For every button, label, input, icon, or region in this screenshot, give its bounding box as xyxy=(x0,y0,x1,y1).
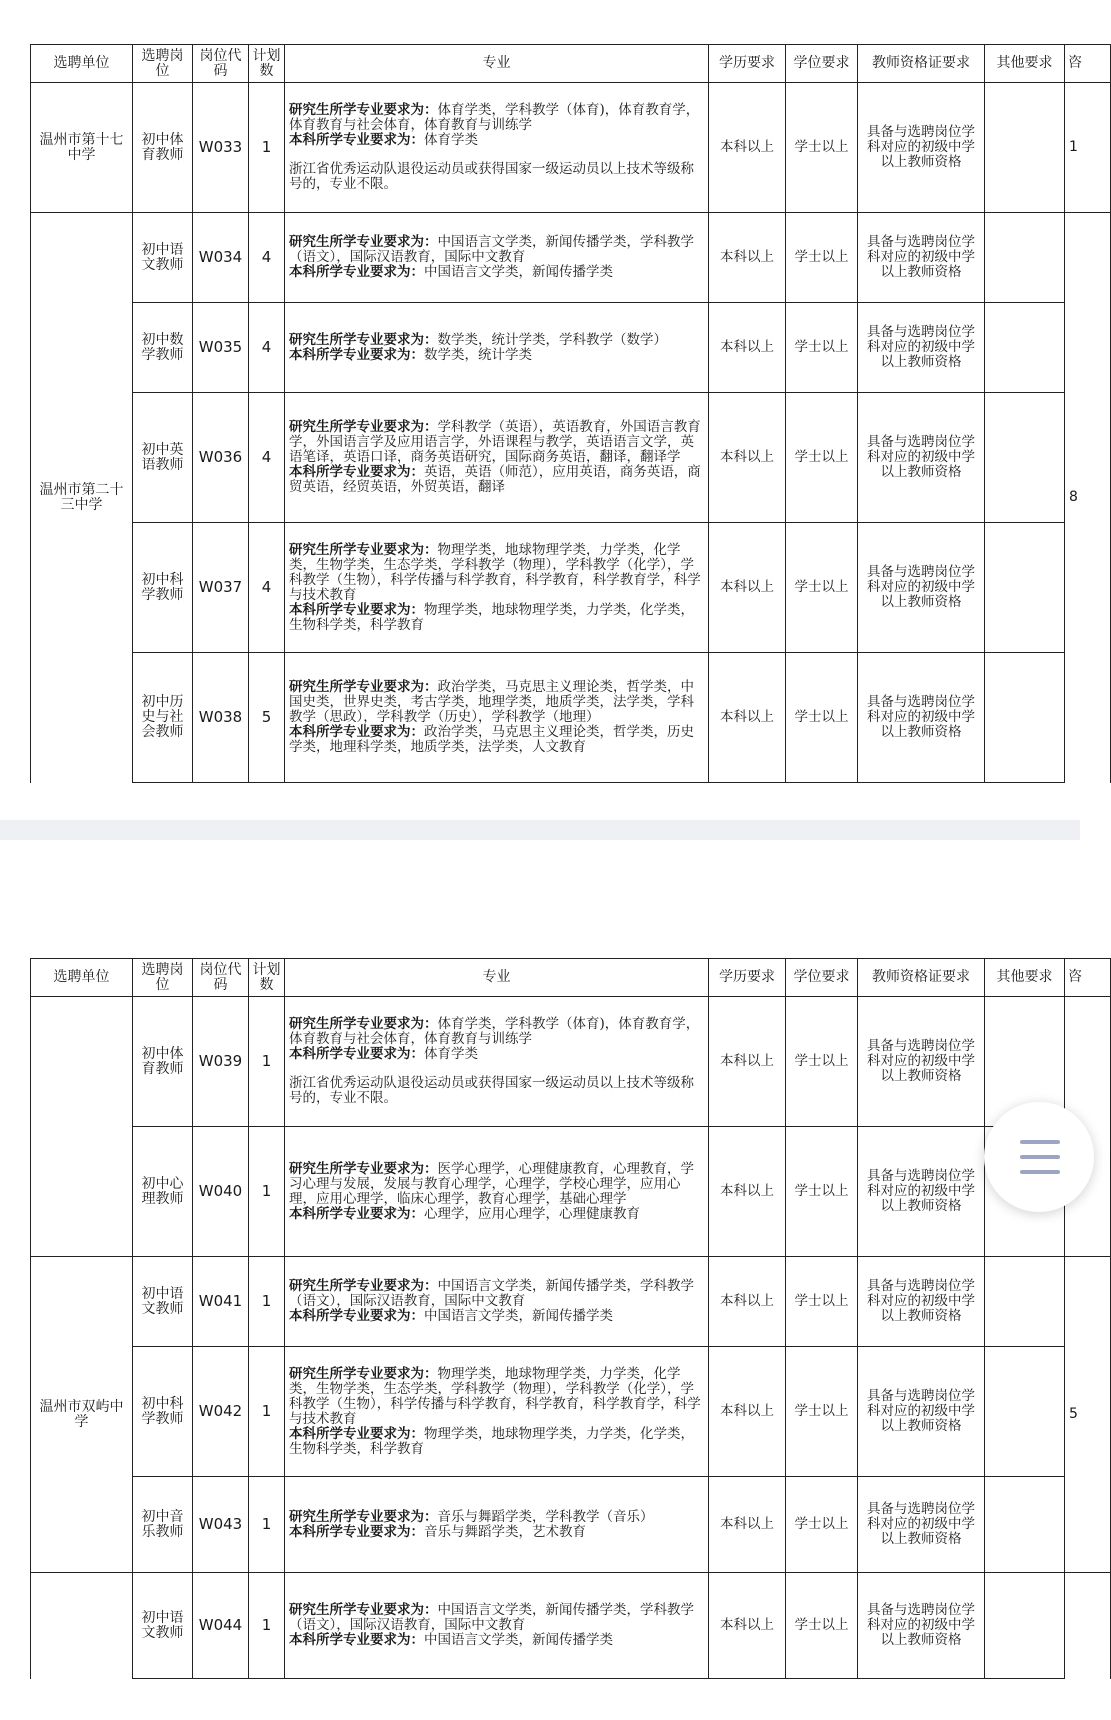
table-row xyxy=(31,83,1111,213)
under-label: 本科所学专业要求为： xyxy=(289,264,424,280)
major-cell xyxy=(285,997,709,1127)
under-majors: 英语，英语（师范），应用英语，商务英语，商贸英语，经贸英语，外贸英语，翻译 xyxy=(289,464,701,495)
under-label: 本科所学专业要求为： xyxy=(289,464,424,480)
education-cell: 本科以上 xyxy=(709,1477,786,1573)
cert-cell: 具备与选聘岗位学科对应的初级中学以上教师资格 xyxy=(858,1477,985,1573)
grad-label: 研究生所学专业要求为： xyxy=(289,1508,438,1525)
under-label: 本科所学专业要求为： xyxy=(289,1523,424,1540)
cert-cell: 具备与选聘岗位学科对应的初级中学以上教师资格 xyxy=(858,393,985,523)
grad-label: 研究生所学专业要求为： xyxy=(289,1160,438,1177)
plan-cell: 1 xyxy=(249,997,285,1127)
code-cell: W039 xyxy=(193,997,249,1127)
under-label: 本科所学专业要求为： xyxy=(289,1046,424,1062)
major-cell xyxy=(285,303,709,393)
document-page-2 xyxy=(0,840,1080,1720)
grad-label: 研究生所学专业要求为： xyxy=(289,1365,438,1382)
major-cell xyxy=(285,523,709,653)
under-majors: 物理学类，地球物理学类，力学类，化学类，生物科学类，科学教育 xyxy=(289,601,694,633)
header-post: 选聘岗位 xyxy=(133,45,193,83)
major-cell xyxy=(285,1127,709,1257)
grad-majors: 政治学类，马克思主义理论类，哲学类，中国史类，世界史类，考古学类，地理学类，地质学类，法学类，学科教学（思政），学科教学（历史），学科教学（地理） xyxy=(289,679,694,725)
hamburger-menu-icon xyxy=(1020,1140,1060,1174)
grad-majors: 数学类，统计学类，学科教学（数学） xyxy=(437,331,667,348)
degree-cell: 学士以上 xyxy=(786,83,858,213)
header-education: 学历要求 xyxy=(709,45,786,83)
header-last: 咨 xyxy=(1065,959,1111,997)
under-majors: 体育学类 xyxy=(424,1046,478,1062)
plan-cell: 1 xyxy=(249,83,285,213)
code-cell: W040 xyxy=(193,1127,249,1257)
education-cell: 本科以上 xyxy=(709,83,786,213)
cert-cell: 具备与选聘岗位学科对应的初级中学以上教师资格 xyxy=(858,997,985,1127)
cert-cell: 具备与选聘岗位学科对应的初级中学以上教师资格 xyxy=(858,303,985,393)
grad-majors: 学科教学（英语），英语教育，外国语言教育学，外国语言学及应用语言学，外语课程与教学，英语语言文学，英语笔译，英语口译，商务英语研究，国际商务英语，翻译，翻译学 xyxy=(289,419,701,465)
recruitment-table-2 xyxy=(30,958,1111,1679)
major-cell xyxy=(285,1257,709,1347)
under-label: 本科所学专业要求为： xyxy=(289,724,424,740)
unit-cell: 温州市第十七中学 xyxy=(31,83,133,213)
header-degree: 学位要求 xyxy=(786,45,858,83)
plan-cell: 4 xyxy=(249,213,285,303)
header-post: 选聘岗位 xyxy=(133,959,193,997)
cert-cell: 具备与选聘岗位学科对应的初级中学以上教师资格 xyxy=(858,653,985,783)
code-cell: W037 xyxy=(193,523,249,653)
athlete-note: 浙江省优秀运动队退役运动员或获得国家一级运动员以上技术等级称号的，专业不限。 xyxy=(289,161,694,192)
degree-cell: 学士以上 xyxy=(786,393,858,523)
degree-cell: 学士以上 xyxy=(786,1347,858,1477)
code-cell: W038 xyxy=(193,653,249,783)
floating-menu-button[interactable] xyxy=(984,1102,1094,1212)
contact-cell xyxy=(1065,1573,1111,1679)
header-education: 学历要求 xyxy=(709,959,786,997)
grad-majors: 音乐与舞蹈学类，学科教学（音乐） xyxy=(437,1508,654,1525)
post-cell: 初中体育教师 xyxy=(133,83,193,213)
header-cert: 教师资格证要求 xyxy=(858,959,985,997)
unit-cell: 温州市第二十三中学 xyxy=(31,213,133,783)
under-majors: 数学类，统计学类 xyxy=(424,346,532,363)
other-cell xyxy=(985,1573,1065,1679)
under-majors: 物理学类，地球物理学类，力学类，化学类，生物科学类，科学教育 xyxy=(289,1425,694,1457)
table-row xyxy=(31,1257,1111,1347)
code-cell: W042 xyxy=(193,1347,249,1477)
table-header-row xyxy=(31,45,1111,83)
table-row xyxy=(31,1127,1111,1257)
post-cell: 初中科学教师 xyxy=(133,1347,193,1477)
table-row xyxy=(31,653,1111,783)
education-cell: 本科以上 xyxy=(709,997,786,1127)
plan-cell: 1 xyxy=(249,1257,285,1347)
major-cell xyxy=(285,1347,709,1477)
degree-cell: 学士以上 xyxy=(786,303,858,393)
grad-majors: 中国语言文学类，新闻传播学类，学科教学（语文），国际汉语教育，国际中文教育 xyxy=(289,1278,694,1309)
page-separator xyxy=(0,820,1080,840)
document-page-1 xyxy=(0,0,1080,820)
education-cell: 本科以上 xyxy=(709,653,786,783)
plan-cell: 1 xyxy=(249,1573,285,1679)
post-cell: 初中历史与社会教师 xyxy=(133,653,193,783)
code-cell: W033 xyxy=(193,83,249,213)
code-cell: W044 xyxy=(193,1573,249,1679)
grad-label: 研究生所学专业要求为： xyxy=(289,234,438,250)
header-major: 专业 xyxy=(285,959,709,997)
major-cell xyxy=(285,653,709,783)
under-label: 本科所学专业要求为： xyxy=(289,1632,424,1648)
code-cell: W043 xyxy=(193,1477,249,1573)
post-cell: 初中语文教师 xyxy=(133,1257,193,1347)
unit-cell: 温州市双屿中学 xyxy=(31,1257,133,1573)
under-label: 本科所学专业要求为： xyxy=(289,601,424,618)
under-majors: 音乐与舞蹈学类，艺术教育 xyxy=(424,1523,586,1540)
header-cert: 教师资格证要求 xyxy=(858,45,985,83)
recruitment-table-1 xyxy=(30,44,1111,783)
table-row xyxy=(31,1477,1111,1573)
header-other: 其他要求 xyxy=(985,45,1065,83)
header-plan: 计划数 xyxy=(249,45,285,83)
education-cell: 本科以上 xyxy=(709,213,786,303)
grad-majors: 中国语言文学类，新闻传播学类，学科教学（语文），国际汉语教育，国际中文教育 xyxy=(289,234,694,265)
under-majors: 中国语言文学类，新闻传播学类 xyxy=(424,1308,613,1324)
post-cell: 初中英语教师 xyxy=(133,393,193,523)
cert-cell: 具备与选聘岗位学科对应的初级中学以上教师资格 xyxy=(858,1127,985,1257)
under-majors: 体育学类 xyxy=(424,132,478,148)
cert-cell: 具备与选聘岗位学科对应的初级中学以上教师资格 xyxy=(858,1573,985,1679)
cert-cell: 具备与选聘岗位学科对应的初级中学以上教师资格 xyxy=(858,523,985,653)
header-plan: 计划数 xyxy=(249,959,285,997)
header-other: 其他要求 xyxy=(985,959,1065,997)
unit-cell xyxy=(31,1573,133,1679)
post-cell: 初中科学教师 xyxy=(133,523,193,653)
education-cell: 本科以上 xyxy=(709,1257,786,1347)
post-cell: 初中数学教师 xyxy=(133,303,193,393)
under-label: 本科所学专业要求为： xyxy=(289,1205,424,1222)
post-cell: 初中体育教师 xyxy=(133,997,193,1127)
table-row xyxy=(31,213,1111,303)
other-cell xyxy=(985,1257,1065,1347)
degree-cell: 学士以上 xyxy=(786,1127,858,1257)
degree-cell: 学士以上 xyxy=(786,523,858,653)
under-majors: 心理学，应用心理学，心理健康教育 xyxy=(424,1205,640,1222)
code-cell: W036 xyxy=(193,393,249,523)
plan-cell: 1 xyxy=(249,1477,285,1573)
under-label: 本科所学专业要求为： xyxy=(289,1308,424,1324)
post-cell: 初中语文教师 xyxy=(133,213,193,303)
grad-majors: 医学心理学，心理健康教育，心理教育，学习心理与发展，发展与教育心理学，心理学，学校心理学，应用心理，应用心理学，临床心理学，教育心理学，基础心理学 xyxy=(289,1160,694,1207)
post-cell: 初中语文教师 xyxy=(133,1573,193,1679)
contact-cell: 8 xyxy=(1065,213,1111,783)
header-code: 岗位代码 xyxy=(193,959,249,997)
contact-cell: 5 xyxy=(1065,1257,1111,1573)
other-cell xyxy=(985,213,1065,303)
header-unit: 选聘单位 xyxy=(31,45,133,83)
other-cell xyxy=(985,1347,1065,1477)
education-cell: 本科以上 xyxy=(709,523,786,653)
under-majors: 中国语言文学类，新闻传播学类 xyxy=(424,1632,613,1648)
education-cell: 本科以上 xyxy=(709,303,786,393)
code-cell: W035 xyxy=(193,303,249,393)
education-cell: 本科以上 xyxy=(709,1127,786,1257)
code-cell: W041 xyxy=(193,1257,249,1347)
cert-cell: 具备与选聘岗位学科对应的初级中学以上教师资格 xyxy=(858,1257,985,1347)
grad-label: 研究生所学专业要求为： xyxy=(289,419,438,435)
other-cell xyxy=(985,1477,1065,1573)
degree-cell: 学士以上 xyxy=(786,997,858,1127)
degree-cell: 学士以上 xyxy=(786,213,858,303)
contact-cell: 1 xyxy=(1065,83,1111,213)
degree-cell: 学士以上 xyxy=(786,1257,858,1347)
grad-label: 研究生所学专业要求为： xyxy=(289,679,438,695)
grad-majors: 物理学类，地球物理学类，力学类，化学类，生物学类，生态学类，学科教学（物理），学科教学（化学），学科教学（生物），科学传播与科学教育，科学教育，科学教育学，科学与技术教育 xyxy=(289,541,701,603)
under-majors: 政治学类，马克思主义理论类，哲学类，历史学类，地理科学类，地质学类，法学类，人文教育 xyxy=(289,724,694,755)
under-majors: 中国语言文学类，新闻传播学类 xyxy=(424,264,613,280)
table-row xyxy=(31,523,1111,653)
cert-cell: 具备与选聘岗位学科对应的初级中学以上教师资格 xyxy=(858,213,985,303)
header-last: 咨 xyxy=(1065,45,1111,83)
plan-cell: 1 xyxy=(249,1127,285,1257)
degree-cell: 学士以上 xyxy=(786,653,858,783)
plan-cell: 5 xyxy=(249,653,285,783)
athlete-note: 浙江省优秀运动队退役运动员或获得国家一级运动员以上技术等级称号的，专业不限。 xyxy=(289,1075,694,1106)
table-header-row xyxy=(31,959,1111,997)
grad-label: 研究生所学专业要求为： xyxy=(289,1016,438,1032)
grad-majors: 体育学类，学科教学（体育)，体育教育学，体育教育与社会体育，体育教育与训练学 xyxy=(289,1016,700,1047)
header-unit: 选聘单位 xyxy=(31,959,133,997)
major-cell xyxy=(285,1573,709,1679)
table-row xyxy=(31,303,1111,393)
plan-cell: 4 xyxy=(249,303,285,393)
header-major: 专业 xyxy=(285,45,709,83)
header-code: 岗位代码 xyxy=(193,45,249,83)
other-cell xyxy=(985,653,1065,783)
cert-cell: 具备与选聘岗位学科对应的初级中学以上教师资格 xyxy=(858,83,985,213)
other-cell xyxy=(985,393,1065,523)
other-cell xyxy=(985,83,1065,213)
major-cell xyxy=(285,83,709,213)
degree-cell: 学士以上 xyxy=(786,1573,858,1679)
grad-label: 研究生所学专业要求为： xyxy=(289,331,438,348)
plan-cell: 4 xyxy=(249,523,285,653)
major-cell xyxy=(285,1477,709,1573)
header-degree: 学位要求 xyxy=(786,959,858,997)
table-row xyxy=(31,1573,1111,1679)
plan-cell: 1 xyxy=(249,1347,285,1477)
under-label: 本科所学专业要求为： xyxy=(289,1425,424,1442)
plan-cell: 4 xyxy=(249,393,285,523)
education-cell: 本科以上 xyxy=(709,1573,786,1679)
major-cell xyxy=(285,213,709,303)
grad-label: 研究生所学专业要求为： xyxy=(289,102,438,118)
post-cell: 初中心理教师 xyxy=(133,1127,193,1257)
post-cell: 初中音乐教师 xyxy=(133,1477,193,1573)
grad-label: 研究生所学专业要求为： xyxy=(289,1602,438,1618)
table-row xyxy=(31,997,1111,1127)
grad-majors: 物理学类，地球物理学类，力学类，化学类，生物学类，生态学类，学科教学（物理），学科教学（化学），学科教学（生物），科学传播与科学教育，科学教育，科学教育学，科学与技术教育 xyxy=(289,1365,701,1427)
grad-label: 研究生所学专业要求为： xyxy=(289,1278,438,1294)
table-row xyxy=(31,393,1111,523)
other-cell xyxy=(985,523,1065,653)
other-cell xyxy=(985,303,1065,393)
unit-cell xyxy=(31,997,133,1257)
code-cell: W034 xyxy=(193,213,249,303)
grad-majors: 中国语言文学类，新闻传播学类，学科教学（语文），国际汉语教育，国际中文教育 xyxy=(289,1602,694,1633)
under-label: 本科所学专业要求为： xyxy=(289,132,424,148)
under-label: 本科所学专业要求为： xyxy=(289,346,424,363)
grad-majors: 体育学类，学科教学（体育)，体育教育学，体育教育与社会体育，体育教育与训练学 xyxy=(289,102,700,133)
cert-cell: 具备与选聘岗位学科对应的初级中学以上教师资格 xyxy=(858,1347,985,1477)
table-row xyxy=(31,1347,1111,1477)
education-cell: 本科以上 xyxy=(709,1347,786,1477)
degree-cell: 学士以上 xyxy=(786,1477,858,1573)
grad-label: 研究生所学专业要求为： xyxy=(289,541,438,558)
education-cell: 本科以上 xyxy=(709,393,786,523)
major-cell xyxy=(285,393,709,523)
